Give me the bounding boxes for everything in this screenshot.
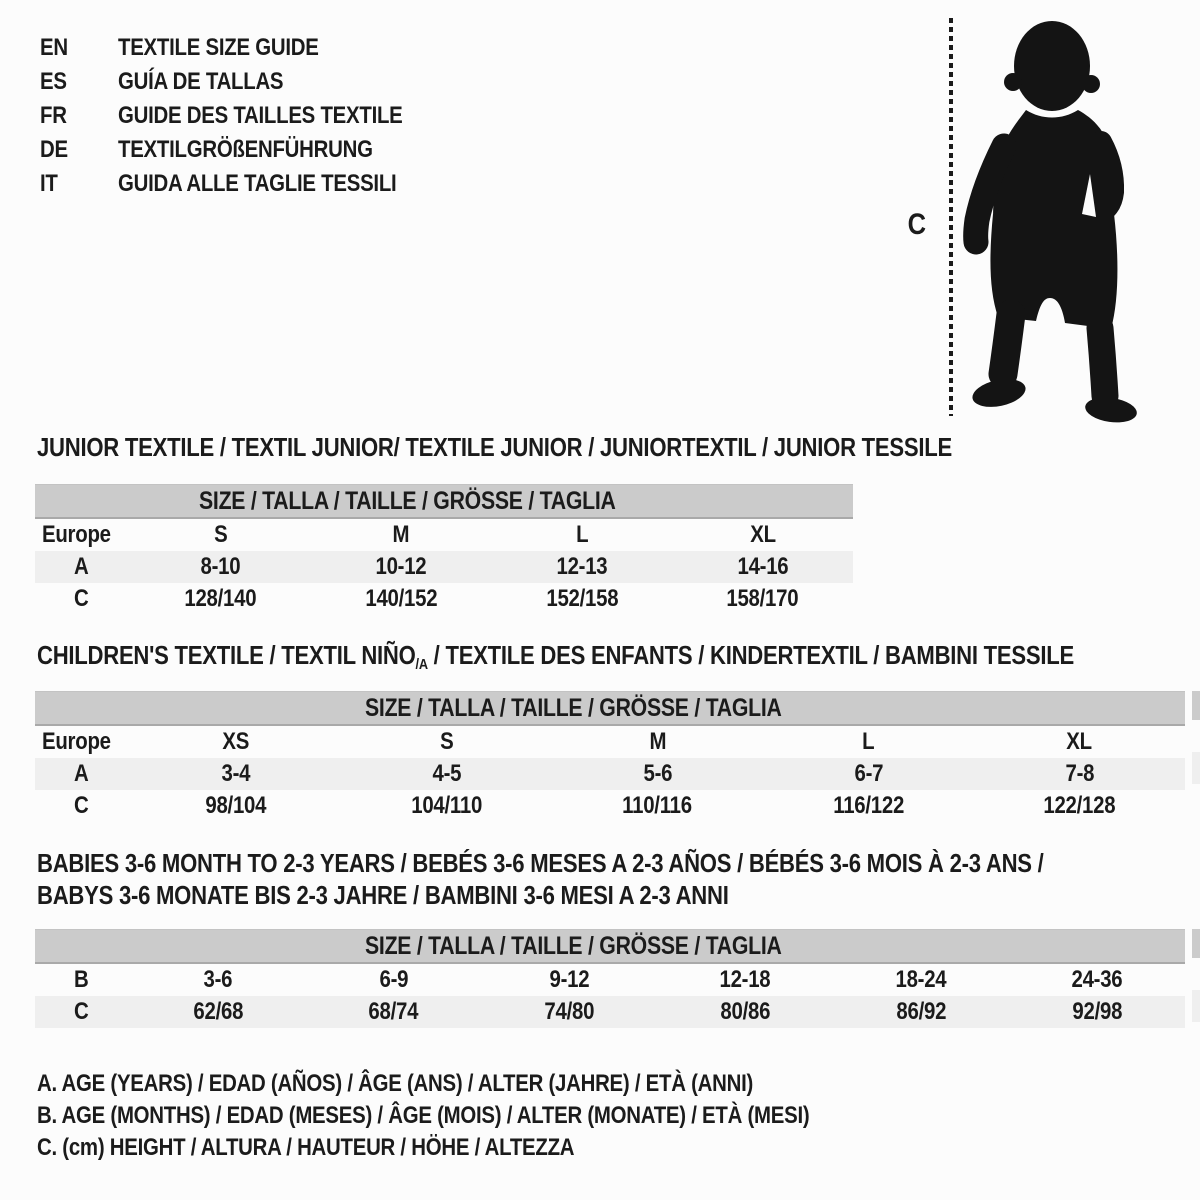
babies-size-table xyxy=(35,929,1185,1028)
toddler-silhouette-icon xyxy=(962,14,1138,424)
size-cell: S xyxy=(439,728,454,755)
height-dashed-line xyxy=(949,18,953,416)
value-cell: 24-36 xyxy=(1071,966,1123,993)
value-cell: 4-5 xyxy=(432,760,461,787)
language-row-fr xyxy=(40,99,453,133)
table-edge-sliver xyxy=(1192,752,1200,784)
value-cell: 5-6 xyxy=(643,760,672,787)
size-header-label: SIZE / TALLA / TAILLE / GRÖSSE / TAGLIA xyxy=(198,486,616,515)
language-title-list xyxy=(40,31,453,201)
value-cell: 104/110 xyxy=(411,792,482,819)
table-row-height xyxy=(35,583,853,615)
table-row-height xyxy=(35,996,1185,1028)
value-cell: 9-12 xyxy=(549,966,590,993)
table-row-months xyxy=(35,963,1185,996)
junior-size-table xyxy=(35,484,853,615)
value-cell: 3-6 xyxy=(203,966,233,993)
value-cell: 10-12 xyxy=(375,553,427,580)
table-row-height xyxy=(35,790,1185,822)
language-title: GUIDA ALLE TAGLIE TESSILI xyxy=(118,170,397,197)
size-cell: S xyxy=(213,521,228,548)
legend-line-b: B. AGE (MONTHS) / EDAD (MESES) / ÂGE (MOIS) / ALTER (MONATE) / ETÀ (MESI) xyxy=(37,1102,810,1129)
measure-legend xyxy=(37,1068,946,1164)
row-label: A xyxy=(73,553,89,580)
size-cell: XL xyxy=(749,521,776,548)
region-size-row xyxy=(35,725,1185,758)
children-section-title: CHILDREN'S TEXTILE / TEXTIL $NIÑO_{/A}$ / TEXTILE DES ENFANTS / KINDERTEXTIL / BAMBINI TESSILE xyxy=(37,640,1074,673)
language-row-de xyxy=(40,133,453,167)
region-size-row xyxy=(35,518,853,551)
legend-line-a: A. AGE (YEARS) / EDAD (AÑOS) / ÂGE (ANS) / ALTER (JAHRE) / ETÀ (ANNI) xyxy=(37,1070,754,1097)
value-cell: 110/116 xyxy=(622,792,693,819)
size-cell: L xyxy=(575,521,588,548)
table-header-row xyxy=(35,485,853,519)
language-code: EN xyxy=(40,34,68,61)
legend-line-c: C. (cm) HEIGHT / ALTURA / HAUTEUR / HÖHE / ALTEZZA xyxy=(37,1134,575,1161)
language-title: TEXTILGRÖßENFÜHRUNG xyxy=(118,136,373,163)
region-label: Europe xyxy=(42,728,111,755)
row-label: C xyxy=(73,998,89,1025)
language-code: FR xyxy=(40,102,67,129)
value-cell: 140/152 xyxy=(365,585,438,612)
language-code: DE xyxy=(40,136,68,163)
value-cell: 86/92 xyxy=(896,998,947,1025)
nino-a-subscript: /A xyxy=(415,656,428,673)
row-label: C xyxy=(73,792,89,819)
height-measure-label: C xyxy=(907,208,926,241)
babies-section-title-line1: BABIES 3-6 MONTH TO 2-3 YEARS / BEBÉS 3-6 MESES A 2-3 AÑOS / BÉBÉS 3-6 MOIS À 2-3 ANS / xyxy=(37,848,1044,878)
table-edge-sliver xyxy=(1192,691,1200,720)
value-cell: 6-7 xyxy=(854,760,883,787)
table-row-age xyxy=(35,758,1185,790)
size-header-label: SIZE / TALLA / TAILLE / GRÖSSE / TAGLIA xyxy=(364,693,782,722)
table-header-row xyxy=(35,692,1185,726)
region-label: Europe xyxy=(42,521,111,548)
size-cell: XS xyxy=(222,728,249,755)
size-cell: M xyxy=(392,521,410,548)
language-code: IT xyxy=(40,170,58,197)
value-cell: 74/80 xyxy=(544,998,595,1025)
value-cell: 14-16 xyxy=(737,553,789,580)
babies-section-title-line2: BABYS 3-6 MONATE BIS 2-3 JAHRE / BAMBINI 3-6 MESI A 2-3 ANNI xyxy=(37,880,729,910)
language-title: GUIDE DES TAILLES TEXTILE xyxy=(118,102,403,129)
size-cell: M xyxy=(649,728,666,755)
language-row-es xyxy=(40,65,453,99)
value-cell: 158/170 xyxy=(726,585,799,612)
value-cell: 116/122 xyxy=(833,792,904,819)
value-cell: 98/104 xyxy=(205,792,266,819)
table-edge-sliver xyxy=(1192,990,1200,1022)
value-cell: 8-10 xyxy=(200,553,241,580)
language-row-it xyxy=(40,167,453,201)
table-header-row xyxy=(35,930,1185,964)
value-cell: 12-18 xyxy=(719,966,771,993)
junior-section-title: JUNIOR TEXTILE / TEXTIL JUNIOR/ TEXTILE JUNIOR / JUNIORTEXTIL / JUNIOR TESSILE xyxy=(37,432,952,462)
value-cell: 128/140 xyxy=(184,585,257,612)
size-cell: XL xyxy=(1066,728,1093,755)
row-label: A xyxy=(73,760,89,787)
language-code: ES xyxy=(40,68,67,95)
value-cell: 6-9 xyxy=(379,966,409,993)
value-cell: 7-8 xyxy=(1065,760,1094,787)
table-row-age xyxy=(35,551,853,583)
value-cell: 18-24 xyxy=(895,966,947,993)
value-cell: 80/86 xyxy=(720,998,771,1025)
value-cell: 12-13 xyxy=(556,553,608,580)
size-header-label: SIZE / TALLA / TAILLE / GRÖSSE / TAGLIA xyxy=(364,931,782,960)
size-cell: L xyxy=(862,728,875,755)
value-cell: 92/98 xyxy=(1072,998,1122,1025)
value-cell: 152/158 xyxy=(545,585,618,612)
children-size-table xyxy=(35,691,1185,822)
table-edge-sliver xyxy=(1192,929,1200,958)
language-title: GUÍA DE TALLAS xyxy=(118,68,284,95)
value-cell: 62/68 xyxy=(193,998,243,1025)
row-label: C xyxy=(73,585,89,612)
value-cell: 3-4 xyxy=(221,760,250,787)
value-cell: 122/128 xyxy=(1043,792,1116,819)
language-row-en xyxy=(40,31,453,65)
language-title: TEXTILE SIZE GUIDE xyxy=(118,34,319,61)
value-cell: 68/74 xyxy=(368,998,419,1025)
row-label: B xyxy=(73,966,89,993)
